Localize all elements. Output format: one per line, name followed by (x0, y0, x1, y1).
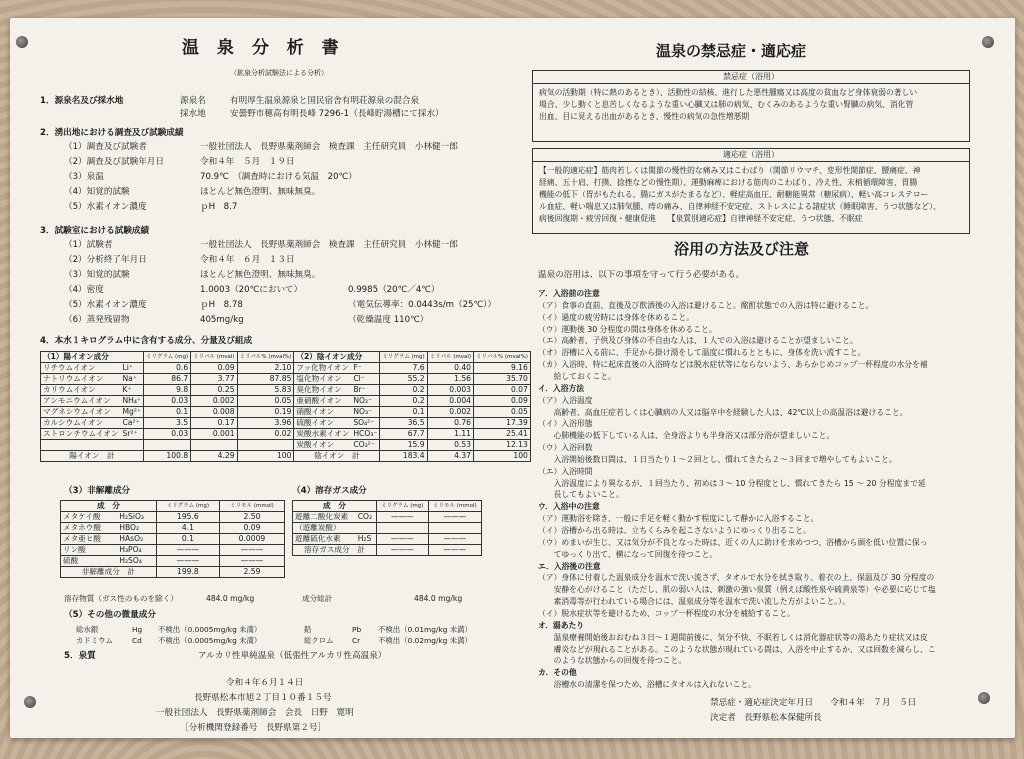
table-row: （遊離炭酸） (293, 523, 482, 534)
cation-unit-header: ミリバル (mval) (191, 352, 237, 363)
totals-row: 陽イオン 計 100.8 4.29 100 陰イオン 計 183.4 4.37 100 (41, 451, 531, 462)
trace-symbol: Pb (352, 625, 362, 634)
rule-line: （エ）高齢者、子供及び身体の不自由な人は、１人での入浴は避けることが望ましいこと。 (538, 336, 858, 346)
screw-icon (16, 36, 28, 48)
trace-name: 総クロム (304, 636, 334, 645)
section-3-heading: 3．試験室における試験成績 (40, 226, 150, 236)
rule-line: 膚炎などが現れることがある。このような状態が現れている間は、入浴を中止するか、又は回数を減らし、こ (538, 644, 936, 654)
rule-line: 安静を心がけること（ただし、肌の弱い人は、刺激の強い泉質（例えば酸性泉や硫黄泉等）や必要に応じて塩 (538, 585, 936, 595)
spec-value: 1.0003（20℃において） (200, 285, 303, 295)
trace-name: 鉛 (304, 625, 312, 634)
rule-line: のような状態からの回復を待つこと。 (538, 656, 687, 666)
rule-line: （エ）入浴時間 (538, 466, 593, 476)
rule-line: てゆっくり出て、横になって回復を待つこと。 (538, 549, 718, 559)
rule-line: 浴槽水の清潔を保つため、浴槽にタオルは入れないこと。 (538, 680, 756, 690)
table-row: メタ亜ヒ酸 HAsO₂ 0.1 0.0009 (61, 534, 285, 545)
rule-line: （イ）脱水症状等を避けるため、コップ一杯程度の水分を補給すること。 (538, 608, 795, 618)
box-line: ル血症、軽い喘息又は肺気腫、痔の痛み、自律神経不安定症、ストレスによる諸症状（睡眠障害、うつ状態など）、 (539, 202, 941, 211)
spec-value: 令和４年 ５月 １９日 (200, 157, 295, 167)
spec-label: （4）密度 (64, 285, 104, 295)
spec-label: （5）水素イオン濃度 (64, 202, 147, 212)
box-line: 病気の活動期（特に熱のあるとき）、活動性の結核、進行した悪性腫瘍又は高度の貧血など身体衰弱の著しい (539, 88, 918, 97)
cation-unit-header: ミリグラム (mg) (143, 352, 190, 363)
decider: 決定者 長野県松本保健所長 (710, 713, 822, 723)
decision-date: 禁忌症・適応症決定年月日 令和４年 ７月 ５日 (710, 698, 917, 708)
spec-value: 令和４年 ６月 １３日 (200, 255, 295, 265)
trace-result: 不検出（0.02mg/kg 未満） (378, 636, 472, 645)
table-row: 硫酸 H₂SO₄ ——— ——— (61, 556, 285, 567)
rule-line: （ア）入浴温度 (538, 395, 593, 405)
footer-date: 令和４年６月１４日 (226, 678, 304, 688)
footer-organization: 一般社団法人 長野県薬剤師会 会長 日野 寛明 (156, 708, 354, 718)
table-row: カリウムイオン K⁺ 9.8 0.25 5.83 臭化物イオン Br⁻ 0.2 0.003 0.07 (41, 385, 531, 396)
spec-value: ほとんど無色澄明、無味無臭。 (200, 187, 321, 197)
spec-value: 一般社団法人 長野県薬剤師会 検査課 主任研究員 小林健一郎 (200, 240, 458, 250)
table-row: メタケイ酸 H₂SiO₃ 195.6 2.50 (61, 512, 285, 523)
rule-line: （ウ）運動後 30 分程度の間は身体を休めること。 (538, 324, 717, 334)
spec-label: （2）分析終了年月日 (64, 255, 147, 265)
total-value: 484.0 mg/kg (414, 594, 463, 603)
rule-line: 高齢者、高血圧症若しくは心臓病の人又は脳卒中を経験した人は、42℃以上の高温浴は避けること。 (538, 407, 908, 417)
spec-note: （乾燥温度 110℃） (348, 315, 429, 325)
trace-name: 総水銀 (76, 625, 99, 634)
sampling-site-value: 安曇野市穂高有明長峰 7296-1（長峰貯湯槽にて採水） (230, 109, 444, 119)
total-label: 成分総計 (302, 594, 333, 603)
rule-heading: イ．入浴方法 (538, 383, 585, 393)
box-line: 機能の低下（胃がもたれる、腸にガスがたまるなど）、軽症高血圧、耐糖能異常（糖尿病）、軽い高コレステロー (539, 190, 929, 199)
spec-value: ｐH 8.78 (200, 300, 243, 310)
table-row: リン酸 H₃PO₄ ——— ——— (61, 545, 285, 556)
rule-line: （ウ）入浴回数 (538, 443, 593, 453)
anion-unit-header: ミリバル% (mval%) (474, 352, 531, 363)
rule-heading: ア．入浴前の注意 (538, 289, 600, 298)
rule-heading: エ．入浴後の注意 (538, 561, 601, 571)
trace-result: 不検出（0.0005mg/kg 未満） (158, 636, 262, 645)
bathing-title: 浴用の方法及び注意 (674, 240, 810, 258)
spec-value: ほとんど無色澄明、無味無臭。 (200, 270, 321, 280)
rule-line: （オ）浴槽に入る前に、手足から掛け湯をして温度に慣れるとともに、身体を洗い流すこと。 (538, 348, 866, 358)
spec-label: （4）知覚的試験 (64, 187, 130, 197)
rule-line: 長してもよいこと。 (538, 490, 624, 500)
cation-unit-header: ミリバル% (mval%) (237, 352, 294, 363)
section-1-heading: 1．源泉名及び採水地 (40, 96, 124, 106)
dissolved-label: 溶存物質（ガス性のものを除く） (64, 594, 178, 603)
rule-line: 入浴開始後数日間は、１日当たり１～２回とし、慣れてきたら２～３回まで増やしてもよいこと。 (538, 454, 897, 464)
ion-table (40, 351, 531, 462)
table-row: ナトリウムイオン Na⁺ 86.7 3.77 87.85 塩化物イオン Cl⁻ 55.2 1.56 35.70 (41, 374, 531, 385)
rule-line: （カ）入浴時、特に起床直後の入浴時などは脱水症状等にならないよう、あらかじめコップ一杯程度の水分を補 (538, 360, 928, 370)
rule-line: 心肺機能の低下している人は、全身浴よりも半身浴又は部分浴が望ましいこと。 (538, 431, 835, 441)
totals-row: 溶存ガス成分 計 ——— ——— (293, 545, 482, 556)
section-2-heading: 2．湧出地における調査及び試験成績 (40, 128, 184, 138)
table-row: カルシウムイオン Ca²⁺ 3.5 0.17 3.96 硫酸イオン SO₄²⁻ 36.5 0.76 17.39 (41, 418, 531, 429)
trace-symbol: Cr (352, 636, 361, 645)
table-row: アンモニウムイオン NH₄⁺ 0.03 0.002 0.05 亜硝酸イオン NO₂⁻ 0.2 0.004 0.09 (41, 396, 531, 407)
spring-name-value: 有明厚生温泉源泉と国民宿舎有明荘源泉の混合泉 (230, 96, 420, 106)
gas-heading: （4）溶存ガス成分 (292, 486, 367, 496)
spec-value: 70.9℃ （調査時における気温 20℃） (200, 172, 357, 182)
contraindications-text (533, 84, 969, 126)
table-row: 遊離硫化水素 H₂S ——— ——— (293, 534, 482, 545)
nondiss-table: 成 分 ミリグラム (mg) ミリモル (mmol) メタケイ酸 H₂SiO₃ 195.6 2.50 メタホウ酸 HBO₂ 4.1 0.09 メタ亜ヒ酸 HAsO₂ 0.1 0.0009 リン酸 H₃PO₄ ——— ——— 硫酸 H₂SO₄ ——— ——— 非解離成分 計 199.8 2.59 (60, 500, 285, 578)
report-subtitle: （鉱泉分析試験法による分析） (230, 69, 328, 77)
rule-heading: オ．湯あたり (538, 620, 585, 630)
anion-unit-header: ミリグラム (mg) (380, 352, 427, 363)
spec-value: 405mg/kg (200, 315, 244, 325)
cation-header: （1）陽イオン成分 (41, 352, 144, 363)
bathing-intro: 温泉の浴用は、以下の事項を守って行う必要がある。 (538, 270, 745, 280)
table-row: リチウムイオン Li⁺ 0.6 0.09 2.10 フッ化物イオン F⁻ 7.6 0.40 9.16 (41, 363, 531, 374)
spec-note: （電気伝導率：0.0443s/m（25℃）） (348, 300, 497, 310)
spec-value: 一般社団法人 長野県薬剤師会 検査課 主任研究員 小林健一郎 (200, 142, 458, 152)
trace-result: 不検出（0.0005mg/kg 未満） (158, 625, 262, 634)
box-line: 経痛、五十肩、打撲、捻挫などの慢性期）、運動麻痺における筋肉のこわばり、冷え性、末梢循環障害、胃腸 (539, 178, 918, 187)
dissolved-value: 484.0 mg/kg (206, 594, 255, 603)
anion-unit-header: ミリバル (mval) (427, 352, 473, 363)
notice-board (10, 18, 1015, 738)
rule-heading: カ．その他 (538, 668, 577, 678)
spec-label: （1）調査及び試験者 (64, 142, 147, 152)
rule-line: （ア）運動浴を除き、一般に手足を軽く動かす程度にして静かに入浴すること。 (538, 514, 819, 524)
spec-label: （2）調査及び試験年月日 (64, 157, 164, 167)
indications-panel (532, 42, 992, 738)
rule-line: （イ）浴槽から出る時は、立ちくらみを起こさないようにゆっくり出ること。 (538, 526, 811, 535)
indications-heading: 適応症（浴用） (533, 149, 969, 162)
sampling-site-label: 採水地 (180, 109, 206, 119)
section-4-heading: 4．本水１キログラム中に含有する成分、分量及び組成 (40, 336, 253, 346)
spec-value: ｐH 8.7 (200, 202, 238, 212)
trace-result: 不検出（0.01mg/kg 未満） (378, 625, 472, 634)
spec-note: 0.9985（20℃／4℃） (348, 285, 440, 295)
rule-line: （ア）食事の直前、直後及び飲酒後の入浴は避けること。酩酊状態での入浴は特に避けること。 (538, 300, 874, 310)
rule-line: （イ）過度の疲労時には身体を休めること。 (538, 312, 694, 322)
nondiss-heading: （3）非解離成分 (64, 486, 131, 496)
trace-symbol: Cd (132, 636, 142, 645)
box-line: 病後回復期・疲労回復・健康促進 【泉質別適応症】自律神経不安定症、うつ状態、不眠症 (539, 214, 863, 223)
spec-label: （1）試験者 (64, 240, 113, 250)
footer-registration: ［分析機関登録番号 長野県第２号］ (180, 723, 327, 733)
table-row: メタホウ酸 HBO₂ 4.1 0.09 (61, 523, 285, 534)
rule-line: （ウ）めまいが生じ、又は気分が不良となった時は、近くの人に助けを求めつつ、浴槽から頭を低い位置に保っ (538, 537, 928, 547)
spring-quality: アルカリ性単純温泉（低張性アルカリ性高温泉） (198, 651, 387, 661)
anion-header: （2）陰イオン成分 (294, 352, 380, 363)
table-row: マグネシウムイオン Mg²⁺ 0.1 0.008 0.19 硝酸イオン NO₃⁻ 0.1 0.002 0.05 (41, 407, 531, 418)
rule-line: 入浴温度により異なるが、１回当たり、初めは３～ 10 分程度とし、慣れてきたら 15 ～ 20 分程度まで延 (538, 478, 926, 488)
rule-line: 素消毒等が行われている場合には、温泉成分等を温水で洗い流した方がよいこと。）。 (538, 597, 850, 607)
rule-line: （ア）身体に付着した温泉成分を温水で洗い流さず、タオルで水分を拭き取り、着衣の上、保温及び 30 分程度の (538, 573, 935, 583)
box-line: 場合、少し動くと息苦しくなるような重い心臓又は肺の病気、むくみのあるような重い腎臓の病気、消化管 (539, 100, 914, 109)
trace-heading: （5）その他の微量成分 (64, 610, 156, 620)
indications-text (533, 162, 969, 228)
section-5-heading: 5．泉質 (64, 651, 96, 661)
table-row: 炭酸イオン CO₃²⁻ 15.9 0.53 12.13 (41, 440, 531, 451)
report-title: 温 泉 分 析 書 (182, 38, 345, 58)
spec-label: （5）水素イオン濃度 (64, 300, 147, 310)
rule-heading: ウ．入浴中の注意 (538, 502, 600, 512)
footer-address: 長野県松本市旭２丁目１０番１５号 (194, 693, 332, 703)
screw-icon (982, 36, 994, 48)
gas-table: 成 分 ミリグラム (mg) ミリモル (mmol) 遊離二酸化炭素 CO₂ ——— ——— （遊離炭酸） 遊離硫化水素 H₂S ——— ——— 溶存ガス成分 計 ——— ——— (292, 500, 482, 556)
spring-name-label: 源泉名 (180, 96, 206, 106)
spec-label: （3）泉温 (64, 172, 104, 182)
rule-line: 給しておくこと。 (538, 371, 616, 381)
indications-title: 温泉の禁忌症・適応症 (656, 42, 807, 60)
spec-label: （6）蒸発残留物 (64, 315, 130, 325)
contraindications-heading: 禁忌症（浴用） (533, 71, 969, 84)
totals-row: 非解離成分 計 199.8 2.59 (61, 567, 285, 578)
indications-box (532, 148, 970, 234)
trace-name: カドミウム (76, 636, 113, 645)
trace-symbol: Hg (132, 625, 143, 634)
table-row: ストロンチウムイオン Sr²⁺ 0.03 0.001 0.02 炭酸水素イオン HCO₃⁻ 67.7 1.11 25.41 (41, 429, 531, 440)
rule-line: （イ）入浴形態 (538, 419, 593, 429)
analysis-report (30, 38, 528, 738)
box-line: 【一般的適応症】筋肉若しくは関節の慢性的な痛み又はこわばり（関節リウマチ、変形性関節症、腰痛症、神 (539, 166, 921, 175)
table-row: 遊離二酸化炭素 CO₂ ——— ——— (293, 512, 482, 523)
rule-line: 温泉療養開始後おおむね３日～１週間前後に、気分不快、不眠若しくは消化器症状等の湯あたり症状又は皮 (538, 632, 928, 642)
spec-label: （3）知覚的試験 (64, 270, 130, 280)
box-line: 出血、目に見える出血があるとき、慢性の病気の急性増悪期 (539, 112, 750, 121)
contraindications-box (532, 70, 970, 142)
